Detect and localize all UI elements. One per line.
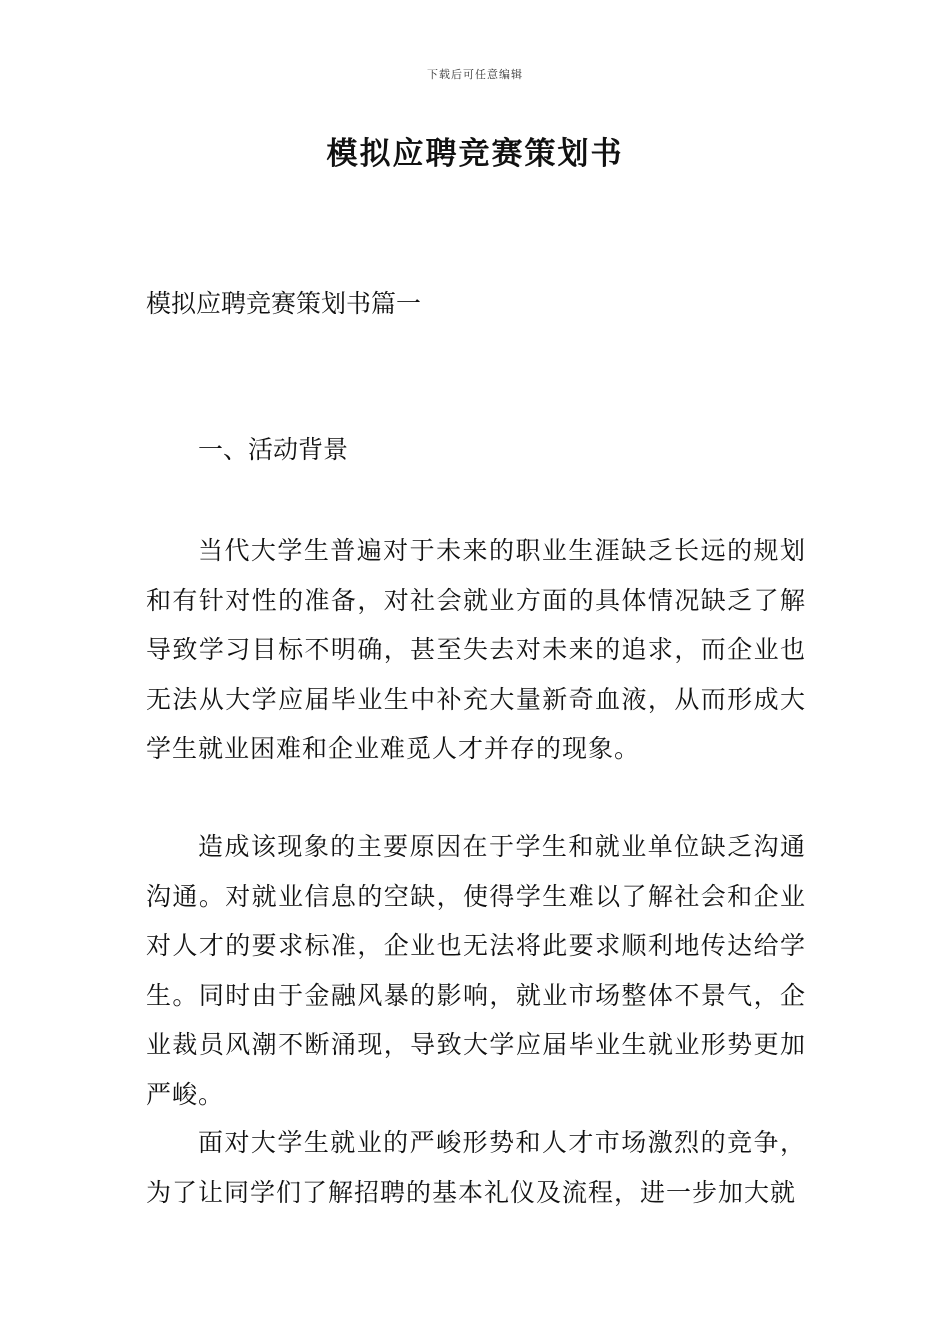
section-heading: 一、活动背景 [198,435,349,464]
document-subtitle: 模拟应聘竞赛策划书篇一 [146,289,422,318]
paragraph: 面对大学生就业的严峻形势和人才市场激烈的竞争，为了让同学们了解招聘的基本礼仪及流程，进一步加大就 [146,1128,806,1207]
paragraph: 造成该现象的主要原因在于学生和就业单位缺乏沟通沟通。对就业信息的空缺，使得学生难以了解社会和企业对人才的要求标准，企业也无法将此要求顺利地传达给学生。同时由于金融风暴的影响，就业市场整体不景气，企业裁员风潮不断涌现，导致大学应届毕业生就业形势更加严峻。 [146,832,806,1109]
document-title: 模拟应聘竞赛策划书 [326,136,624,172]
paragraph: 当代大学生普遍对于未来的职业生涯缺乏长远的规划和有针对性的准备，对社会就业方面的具体情况缺乏了解导致学习目标不明确，甚至失去对未来的追求，而企业也无法从大学应届毕业生中补充大量新奇血液，从而形成大学生就业困难和企业难觅人才并存的现象。 [146,536,806,763]
header-note: 下载后可任意编辑 [427,68,523,81]
